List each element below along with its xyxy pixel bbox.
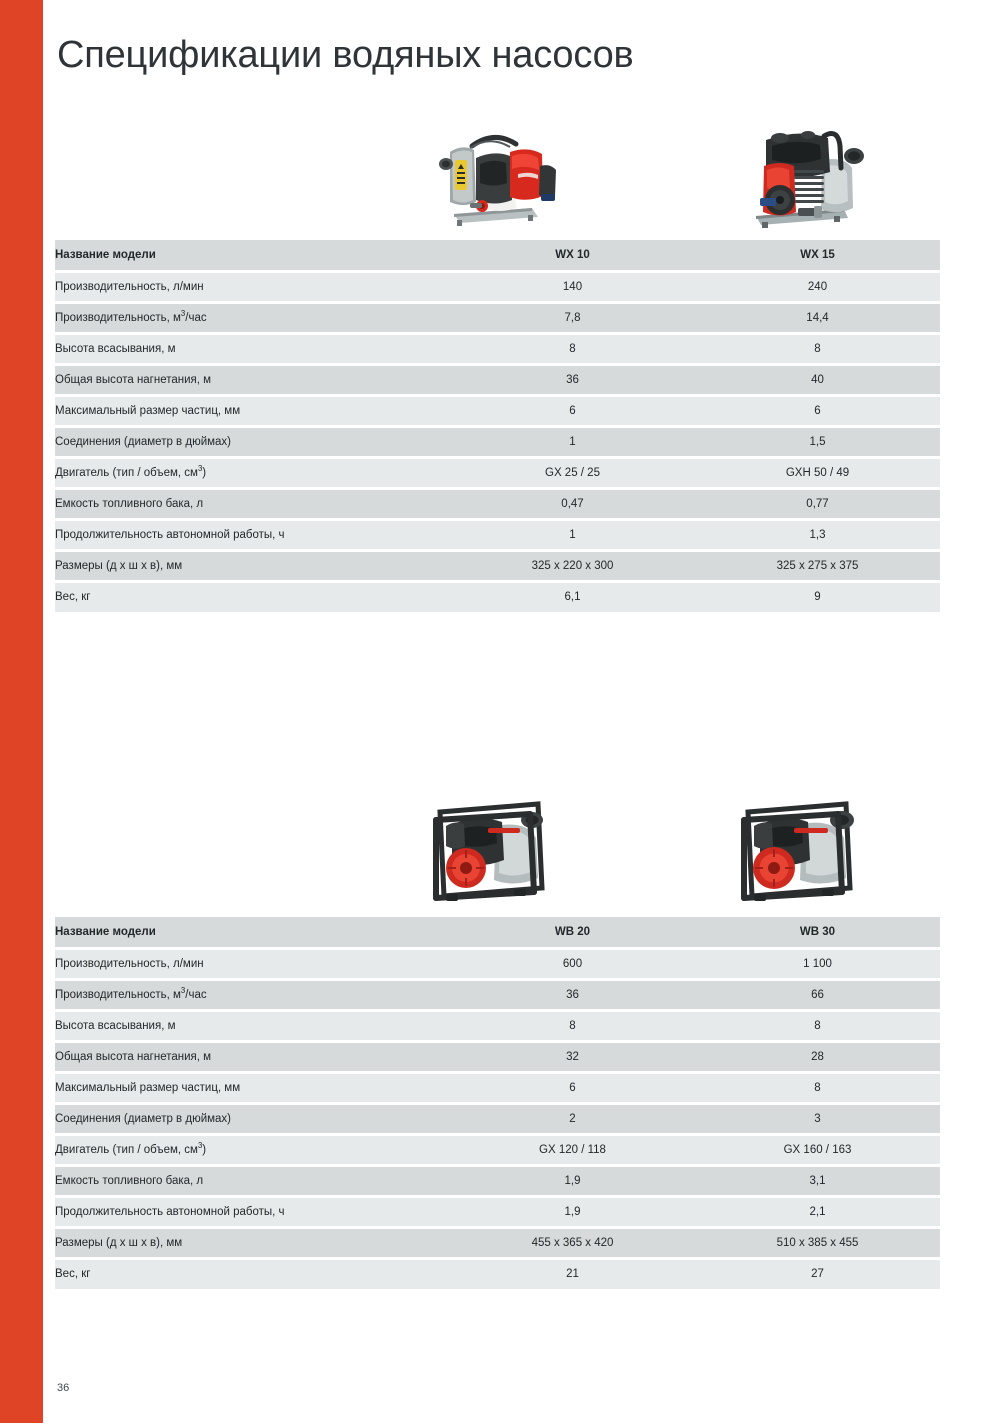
spec-table-wx-series — [55, 240, 940, 612]
cell-value: WX 10 — [450, 240, 695, 271]
row-label: Двигатель (тип / объем, $см^3$) — [55, 1134, 450, 1165]
cell-value: 1 — [450, 426, 695, 457]
cell-value: 1,9 — [450, 1196, 695, 1227]
cell-value: GXH 50 / 49 — [695, 457, 940, 488]
page-title: Спецификации водяных насосов — [57, 34, 634, 76]
cell-value: 36 — [450, 364, 695, 395]
cell-value: 9 — [695, 581, 940, 612]
cell-value: 240 — [695, 271, 940, 302]
row-label: Высота всасывания, м — [55, 333, 450, 364]
row-label: Соединения (диаметр в дюймах) — [55, 426, 450, 457]
cell-value: GX 160 / 163 — [695, 1134, 940, 1165]
cell-value: 14,4 — [695, 302, 940, 333]
cell-value: 8 — [450, 1010, 695, 1041]
cell-value: 0,47 — [450, 488, 695, 519]
table-row — [55, 1103, 940, 1134]
row-label: Название модели — [55, 240, 450, 271]
cell-value: 6 — [695, 395, 940, 426]
cell-value: 8 — [695, 333, 940, 364]
table-row — [55, 364, 940, 395]
product-photo-band-wb — [55, 790, 940, 915]
row-label: Размеры (д x ш x в), мм — [55, 1227, 450, 1258]
row-label: Емкость топливного бака, л — [55, 488, 450, 519]
cell-value: 1 100 — [695, 948, 940, 979]
table-row — [55, 333, 940, 364]
table-row — [55, 979, 940, 1010]
row-label: Производительность, $м^3$/час — [55, 979, 450, 1010]
cell-value: WB 20 — [450, 917, 695, 948]
cell-value: GX 25 / 25 — [450, 457, 695, 488]
table-row — [55, 550, 940, 581]
product-photo-band-wx — [55, 110, 940, 235]
row-label: Общая высота нагнетания, м — [55, 1041, 450, 1072]
table-row — [55, 488, 940, 519]
cell-value: 140 — [450, 271, 695, 302]
table-row — [55, 302, 940, 333]
table-row — [55, 581, 940, 612]
accent-stripe — [0, 0, 43, 1423]
cell-value: 28 — [695, 1041, 940, 1072]
cell-value: 21 — [450, 1258, 695, 1289]
row-label: Максимальный размер частиц, мм — [55, 1072, 450, 1103]
table-row — [55, 917, 940, 948]
row-label: Производительность, $м^3$/час — [55, 302, 450, 333]
cell-value: 1,5 — [695, 426, 940, 457]
cell-value: WB 30 — [695, 917, 940, 948]
cell-value: 32 — [450, 1041, 695, 1072]
cell-value: 8 — [695, 1010, 940, 1041]
cell-value: 600 — [450, 948, 695, 979]
table-row — [55, 426, 940, 457]
page-number: 36 — [57, 1382, 70, 1394]
cell-value: 2,1 — [695, 1196, 940, 1227]
table-row — [55, 1134, 940, 1165]
wx-15-pump-photo — [718, 110, 878, 235]
table-row — [55, 948, 940, 979]
cell-value: 36 — [450, 979, 695, 1010]
row-label: Производительность, л/мин — [55, 948, 450, 979]
cell-value: 1 — [450, 519, 695, 550]
cell-value: 3,1 — [695, 1165, 940, 1196]
row-label: Название модели — [55, 917, 450, 948]
cell-value: 8 — [695, 1072, 940, 1103]
cell-value: 27 — [695, 1258, 940, 1289]
row-label: Вес, кг — [55, 1258, 450, 1289]
spec-table-wb-series — [55, 917, 940, 1289]
cell-value: 7,8 — [450, 302, 695, 333]
cell-value: GX 120 / 118 — [450, 1134, 695, 1165]
table-row — [55, 1165, 940, 1196]
row-label: Продолжительность автономной работы, ч — [55, 519, 450, 550]
cell-value: 66 — [695, 979, 940, 1010]
cell-value: 510 x 385 x 455 — [695, 1227, 940, 1258]
cell-value: 455 x 365 x 420 — [450, 1227, 695, 1258]
row-label: Производительность, л/мин — [55, 271, 450, 302]
table-row — [55, 395, 940, 426]
row-label: Высота всасывания, м — [55, 1010, 450, 1041]
row-label: Размеры (д x ш x в), мм — [55, 550, 450, 581]
cell-value: 2 — [450, 1103, 695, 1134]
table-row — [55, 271, 940, 302]
wb-30-pump-photo — [718, 790, 878, 915]
table-row — [55, 1072, 940, 1103]
cell-value: 1,9 — [450, 1165, 695, 1196]
cell-value: 1,3 — [695, 519, 940, 550]
table-row — [55, 1041, 940, 1072]
row-label: Емкость топливного бака, л — [55, 1165, 450, 1196]
row-label: Продолжительность автономной работы, ч — [55, 1196, 450, 1227]
cell-value: 8 — [450, 333, 695, 364]
table-row — [55, 457, 940, 488]
cell-value: 3 — [695, 1103, 940, 1134]
row-label: Общая высота нагнетания, м — [55, 364, 450, 395]
cell-value: 40 — [695, 364, 940, 395]
table-row — [55, 1010, 940, 1041]
wb-20-pump-photo — [410, 790, 570, 915]
table-row — [55, 1196, 940, 1227]
cell-value: 6,1 — [450, 581, 695, 612]
row-label: Максимальный размер частиц, мм — [55, 395, 450, 426]
cell-value: 0,77 — [695, 488, 940, 519]
cell-value: 6 — [450, 395, 695, 426]
row-label: Двигатель (тип / объем, $см^3$) — [55, 457, 450, 488]
table-row — [55, 1258, 940, 1289]
table-row — [55, 240, 940, 271]
cell-value: 325 x 220 x 300 — [450, 550, 695, 581]
row-label: Вес, кг — [55, 581, 450, 612]
cell-value: 6 — [450, 1072, 695, 1103]
table-row — [55, 519, 940, 550]
row-label: Соединения (диаметр в дюймах) — [55, 1103, 450, 1134]
table-row — [55, 1227, 940, 1258]
cell-value: WX 15 — [695, 240, 940, 271]
cell-value: 325 x 275 x 375 — [695, 550, 940, 581]
wx-10-pump-photo — [410, 110, 570, 235]
